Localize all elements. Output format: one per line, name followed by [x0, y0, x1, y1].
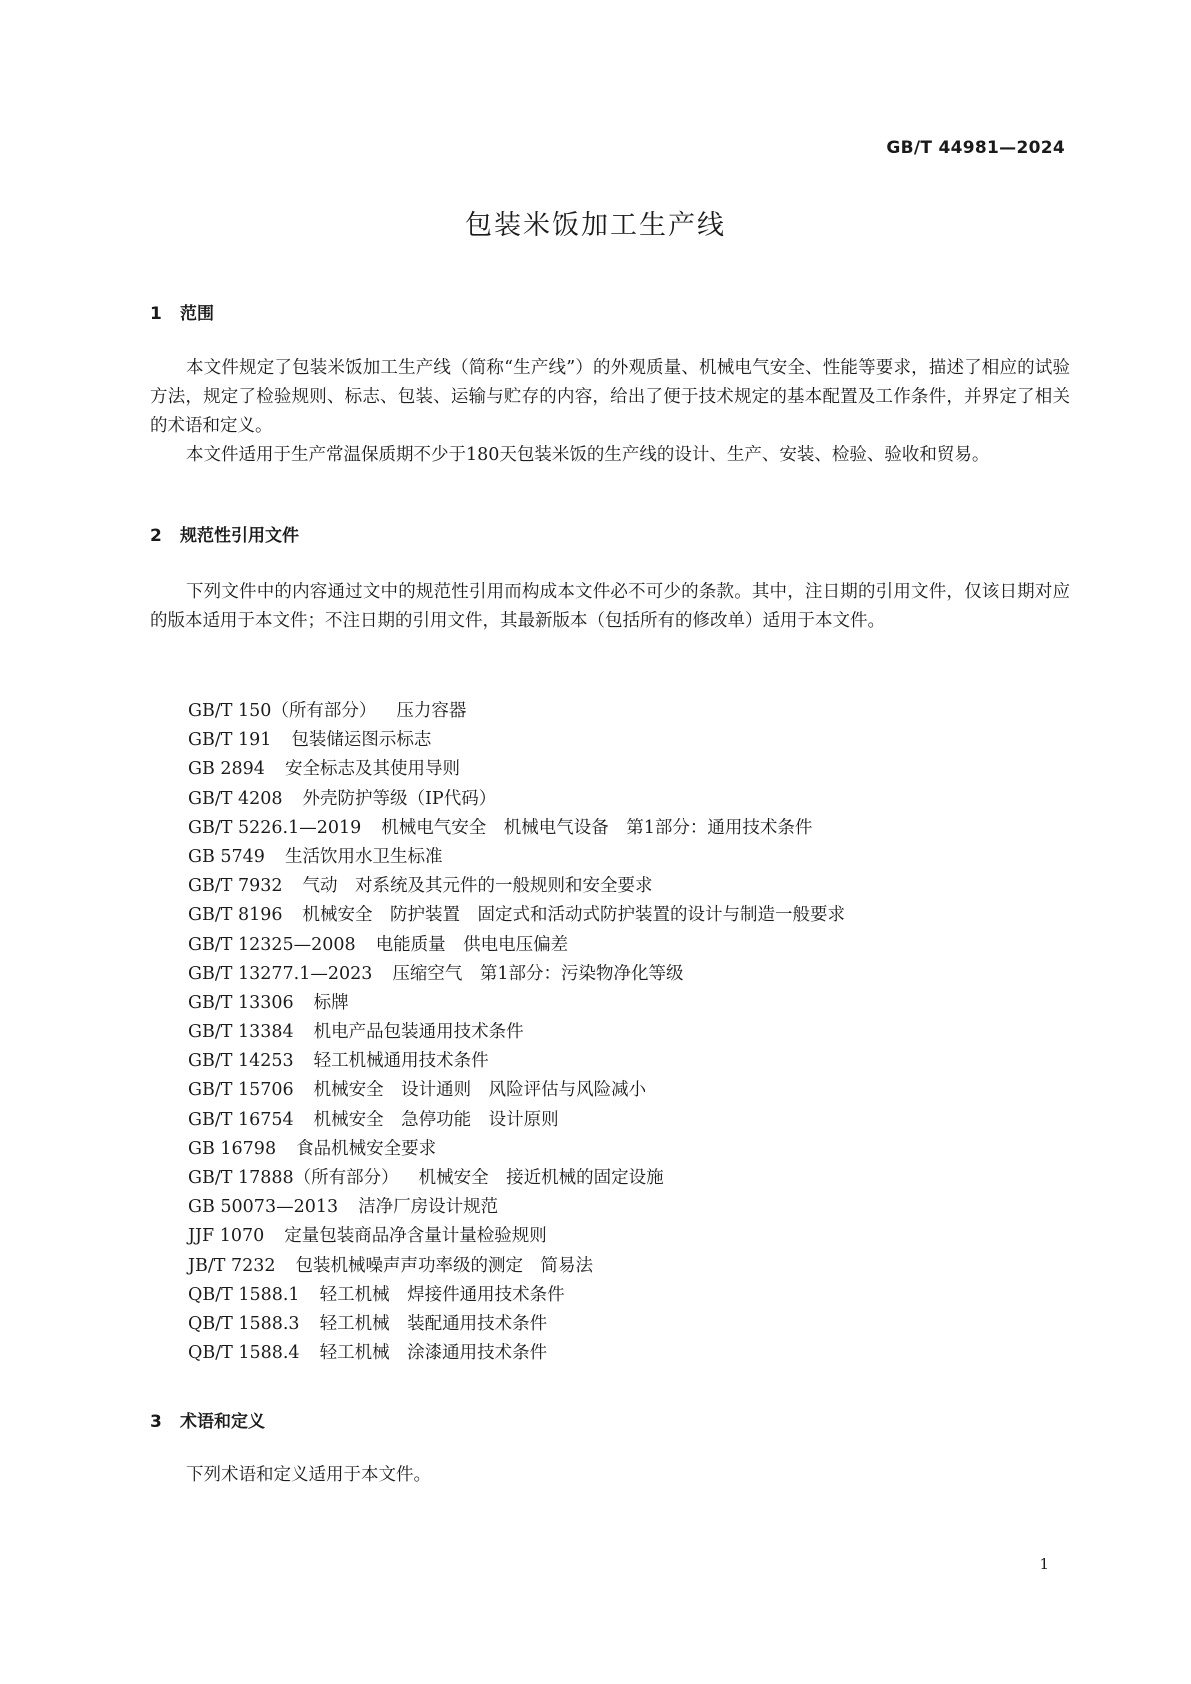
section-3-heading — [150, 1407, 265, 1432]
reference-code: GB 16798 — [188, 1138, 277, 1159]
reference-title: 机械安全 设计通则 风险评估与风险减小 — [313, 1080, 647, 1101]
reference-title: 机械安全 防护装置 固定式和活动式防护装置的设计与制造一般要求 — [302, 905, 846, 926]
reference-item — [150, 1193, 845, 1222]
section-number: 3 — [150, 1412, 162, 1432]
reference-code: GB/T 7932 — [188, 876, 283, 897]
reference-item — [150, 1310, 845, 1339]
reference-item — [150, 901, 845, 930]
reference-title: 机械安全 接近机械的固定设施 — [418, 1168, 664, 1188]
reference-code: GB/T 13277.1—2023 — [188, 963, 373, 984]
section-2-heading — [150, 521, 299, 546]
reference-title: 轻工机械 焊接件通用技术条件 — [319, 1284, 565, 1305]
reference-code: GB/T 4208 — [188, 788, 283, 809]
reference-title: 压缩空气 第1部分：污染物净化等级 — [392, 963, 684, 984]
reference-title: 安全标志及其使用导则 — [284, 759, 460, 780]
reference-title: 机电产品包装通用技术条件 — [313, 1022, 524, 1043]
document-code: GB/T 44981—2024 — [886, 138, 1065, 158]
reference-title: 机械安全 急停功能 设计原则 — [313, 1109, 559, 1130]
reference-title: 洁净厂房设计规范 — [358, 1197, 499, 1218]
reference-code: JB/T 7232 — [188, 1255, 276, 1276]
reference-code: JJF 1070 — [188, 1226, 265, 1247]
section-1-heading — [150, 299, 214, 324]
section-number: 1 — [150, 304, 162, 324]
reference-title: 包装机械噪声声功率级的测定 简易法 — [295, 1255, 594, 1276]
reference-item — [150, 1076, 845, 1105]
reference-code: GB 5749 — [188, 846, 265, 867]
reference-title: 压力容器 — [396, 701, 467, 721]
reference-code: GB/T 13306 — [188, 992, 294, 1013]
normative-references-list — [150, 697, 845, 1368]
reference-code: GB/T 17888（所有部分） — [188, 1168, 399, 1188]
section-title: 术语和定义 — [180, 1412, 265, 1432]
reference-title: 生活饮用水卫生标准 — [284, 846, 443, 867]
reference-item — [150, 1281, 845, 1310]
reference-title: 气动 对系统及其元件的一般规则和安全要求 — [302, 876, 653, 897]
section-3-intro: 下列术语和定义适用于本文件。 — [186, 1465, 431, 1485]
reference-code: GB/T 5226.1—2019 — [188, 817, 362, 838]
reference-item — [150, 814, 845, 843]
reference-item — [150, 989, 845, 1018]
reference-code: QB/T 1588.4 — [188, 1343, 300, 1364]
reference-title: 食品机械安全要求 — [296, 1138, 437, 1159]
reference-item — [150, 1222, 845, 1251]
reference-code: GB/T 14253 — [188, 1051, 294, 1072]
reference-code: GB/T 15706 — [188, 1080, 294, 1101]
reference-title: 轻工机械通用技术条件 — [313, 1051, 489, 1072]
reference-item — [150, 785, 845, 814]
reference-item — [150, 1047, 845, 1076]
reference-title: 机械电气安全 机械电气设备 第1部分：通用技术条件 — [381, 817, 813, 838]
reference-title: 外壳防护等级（IP代码） — [302, 788, 497, 809]
reference-title: 定量包装商品净含量计量检验规则 — [284, 1226, 547, 1247]
reference-item — [150, 755, 845, 784]
reference-item — [150, 1164, 845, 1193]
reference-item — [150, 1252, 845, 1281]
reference-item — [150, 843, 845, 872]
reference-item — [150, 931, 845, 960]
section-title: 范围 — [180, 304, 214, 324]
reference-code: QB/T 1588.3 — [188, 1313, 300, 1334]
reference-item — [150, 1018, 845, 1047]
reference-title: 包装储运图示标志 — [291, 730, 432, 751]
reference-code: GB/T 12325—2008 — [188, 934, 356, 955]
reference-item — [150, 1135, 845, 1164]
reference-item — [150, 872, 845, 901]
reference-code: GB/T 16754 — [188, 1109, 294, 1130]
reference-code: QB/T 1588.1 — [188, 1284, 300, 1305]
page-number: 1 — [1039, 1555, 1049, 1573]
reference-code: GB/T 191 — [188, 730, 272, 751]
section-number: 2 — [150, 526, 162, 546]
reference-title: 轻工机械 装配通用技术条件 — [319, 1313, 548, 1334]
reference-code: GB/T 150（所有部分） — [188, 701, 377, 721]
section-title: 规范性引用文件 — [180, 526, 299, 546]
reference-title: 标牌 — [313, 992, 349, 1013]
reference-title: 轻工机械 涂漆通用技术条件 — [319, 1343, 548, 1364]
reference-item — [150, 1106, 845, 1135]
reference-item — [150, 726, 845, 755]
reference-item — [150, 697, 845, 726]
section-1-paragraph-2: 本文件适用于生产常温保质期不少于180天包装米饭的生产线的设计、生产、安装、检验、验收和贸易。 — [186, 445, 990, 465]
reference-code: GB/T 8196 — [188, 905, 283, 926]
section-2-intro: 下列文件中的内容通过文中的规范性引用而构成本文件必不可少的条款。其中，注日期的引用文件，仅该日期对应的版本适用于本文件；不注日期的引用文件，其最新版本（包括所有的修改单）适用于本文件。 — [150, 582, 1070, 631]
reference-code: GB 2894 — [188, 759, 265, 780]
reference-item — [150, 1339, 845, 1368]
reference-code: GB/T 13384 — [188, 1022, 294, 1043]
reference-item — [150, 960, 845, 989]
reference-title: 电能质量 供电电压偏差 — [375, 934, 569, 955]
document-title: 包装米饭加工生产线 — [465, 210, 726, 241]
reference-code: GB 50073—2013 — [188, 1197, 339, 1218]
section-1-paragraph-1: 本文件规定了包装米饭加工生产线（简称“生产线”）的外观质量、机械电气安全、性能等要求，描述了相应的试验方法，规定了检验规则、标志、包装、运输与贮存的内容，给出了便于技术规定的基本配置及工作条件，并界定了相关的术语和定义。 — [150, 358, 1070, 436]
